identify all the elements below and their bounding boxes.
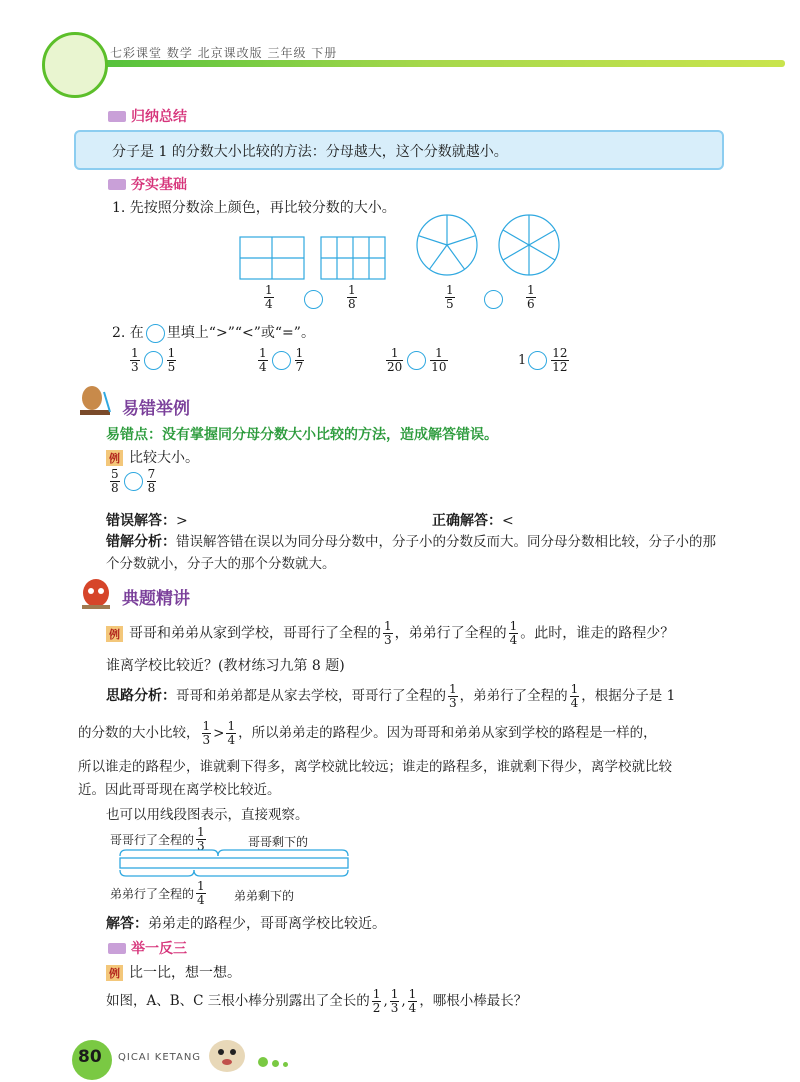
mistake-mascot-icon xyxy=(76,384,114,418)
q1-frac-2: $\frac{1}{8}$ xyxy=(348,283,356,311)
top-brace-right xyxy=(218,850,348,856)
right-answer: 正确解答：< xyxy=(432,513,514,529)
think-line-5: 也可以用线段图表示，直接观察。 xyxy=(106,807,309,823)
q1-frac-1: $\frac{1}{4}$ xyxy=(265,283,273,311)
bottom-brace-right xyxy=(194,870,348,876)
segment-bar xyxy=(120,858,348,868)
tag-icon xyxy=(108,111,126,122)
q1-shapes xyxy=(236,212,566,287)
mistake-title: 易错举例 xyxy=(122,399,190,419)
typical-answer: 解答：弟弟走的路程少，哥哥离学校比较近。 xyxy=(106,916,386,932)
header-title: 七彩课堂 数学 北京课改版 三年级 下册 xyxy=(110,46,338,60)
q2-blank-2[interactable] xyxy=(272,351,291,370)
header-bar xyxy=(70,60,785,67)
footer-mascot-icon xyxy=(204,1030,250,1076)
summary-tag: 归纳总结 xyxy=(108,106,187,126)
top-brace-left xyxy=(120,850,218,856)
q2-item-4: 1 $\frac{12}{12}$ xyxy=(518,346,568,374)
summary-text: 分子是 1 的分数大小比较的方法：分母越大，这个分数就越小。 xyxy=(112,144,508,160)
tag-icon xyxy=(108,943,126,954)
diag-bottom-rest: 弟弟剩下的 xyxy=(234,889,295,903)
typical-title: 典题精讲 xyxy=(122,589,190,609)
think-line-3: 所以谁走的路程少，谁就剩下得多，离学校就比较远；谁走的路程多，谁就剩下得少，离学校就比较 xyxy=(78,759,672,775)
mascot-icon xyxy=(42,32,108,98)
footer-brand: QICAI KETANG xyxy=(118,1052,202,1063)
extend-tag: 举一反三 xyxy=(108,938,187,958)
q2-item-3: $\frac{1}{20}$ $\frac{1}{10}$ xyxy=(387,346,447,374)
mistake-example: 例 比较大小。 xyxy=(106,447,199,467)
mistake-blank xyxy=(124,472,143,491)
mistake-fracs: $\frac{5}{8}$ $\frac{7}{8}$ xyxy=(111,467,156,495)
mistake-analysis: 错解分析：错误解答错在误以为同分母分数中，分子小的分数反而大。同分母分数相比较，分子小的那个分数就小，分子大的那个分数就大。 xyxy=(106,534,716,572)
bottom-brace-left xyxy=(120,870,194,876)
basic-tag: 夯实基础 xyxy=(108,174,187,194)
typical-question: 例 哥哥和弟弟从家到学校，哥哥行了全程的 $\frac{1}{3}$ ，弟弟行了全程的 $\frac{1}{4}$ 。此时，谁走的路程少？ xyxy=(106,620,674,647)
extend-title: 例 比一比，想一想。 xyxy=(106,962,241,982)
question-2: 2. 在 里填上“>”“<”或“=”。 xyxy=(112,325,315,341)
q1-frac-4: $\frac{1}{6}$ xyxy=(527,283,535,311)
q2-item-2: $\frac{1}{4}$ $\frac{1}{7}$ xyxy=(259,346,304,374)
tag-icon xyxy=(108,179,126,190)
q2-blank-3[interactable] xyxy=(407,351,426,370)
q2-blank-4[interactable] xyxy=(528,351,547,370)
extend-question: 如图，A、B、C 三根小棒分别露出了全长的 $\frac{1}{2}$ , $\frac{1}{3}$ , $\frac{1}{4}$ ，哪根小棒最长？ xyxy=(106,987,528,1015)
think-line-1: 思路分析：哥哥和弟弟都是从家去学校，哥哥行了全程的 $\frac{1}{3}$ ，弟弟行了全程的 $\frac{1}{4}$ ，根据分子是 1 xyxy=(106,682,676,710)
page-number: 80 xyxy=(78,1047,102,1067)
footer-dots xyxy=(258,1053,292,1071)
line-diagram xyxy=(112,848,362,882)
q1-answer-circle-2[interactable] xyxy=(484,290,503,309)
diag-top-label: 哥哥行了全程的 $\frac{1}{3}$ xyxy=(110,825,205,853)
question-1: 1. 先按照分数涂上颜色，再比较分数的大小。 xyxy=(112,200,396,216)
mistake-point: 易错点：没有掌握同分母分数大小比较的方法，造成解答错误。 xyxy=(106,427,498,443)
typical-question-line2: 谁离学校比较近？(教材练习九第 8 题) xyxy=(106,658,345,674)
wrong-answer: 错误解答：> xyxy=(106,513,188,529)
q1-answer-circle-1[interactable] xyxy=(304,290,323,309)
typical-mascot-icon xyxy=(76,577,116,611)
circle-example xyxy=(146,324,165,343)
think-line-4: 近。因此哥哥现在离学校比较近。 xyxy=(78,782,281,798)
think-line-2: 的分数的大小比较， $\frac{1}{3}$ > $\frac{1}{4}$ ，所以弟弟走的路程少。因为哥哥和弟弟从家到学校的路程是一样的， xyxy=(78,719,657,747)
q2-blank-1[interactable] xyxy=(144,351,163,370)
diag-top-rest: 哥哥剩下的 xyxy=(248,835,309,849)
diag-bottom-label: 弟弟行了全程的 $\frac{1}{4}$ xyxy=(110,879,205,907)
q1-frac-3: $\frac{1}{5}$ xyxy=(446,283,454,311)
q2-item-1: $\frac{1}{3}$ $\frac{1}{5}$ xyxy=(131,346,176,374)
